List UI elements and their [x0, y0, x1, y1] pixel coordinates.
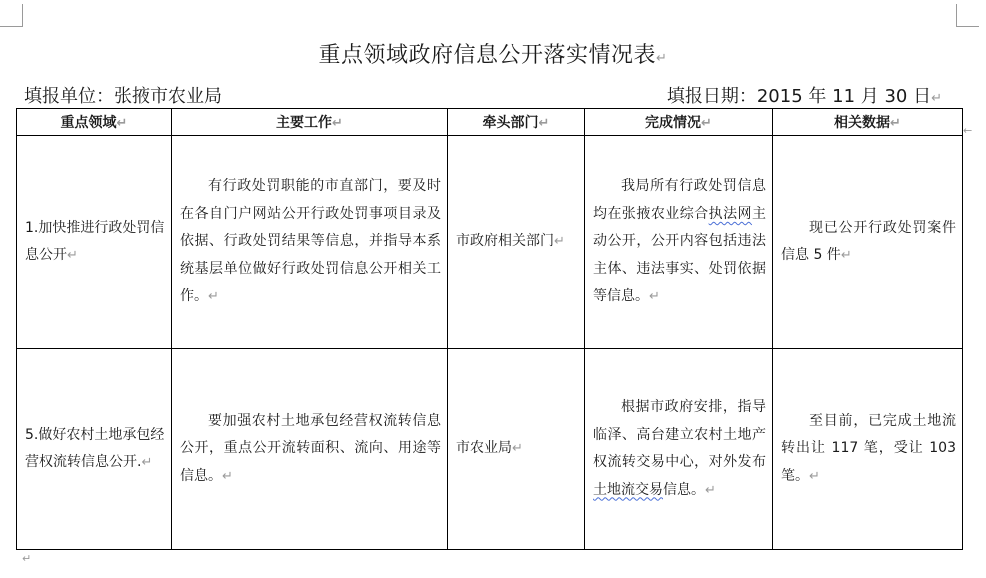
header-lead-dept[interactable]: 牵头部门↵ [448, 109, 585, 136]
paragraph-mark: ↵ [705, 482, 716, 498]
paragraph-mark: ↵ [649, 289, 660, 305]
header-status[interactable]: 完成情况↵ [585, 109, 773, 136]
paragraph-mark: ↵ [701, 116, 712, 131]
paragraph-mark: ↵ [538, 116, 550, 131]
document-title[interactable]: 重点领域政府信息公开落实情况表↵ [318, 43, 668, 68]
cell-status[interactable]: 根据市政府安排，指导临泽、高台建立农村土地产权流转交易中心，对外发布土地流交易信息。↵ [585, 349, 773, 550]
paragraph-mark: ↵ [840, 248, 852, 263]
spellcheck-flag: 执法网 [708, 205, 753, 222]
row-end-mark: ← [963, 124, 973, 137]
paragraph-mark: ↵ [656, 51, 668, 66]
header-main-work[interactable]: 主要工作↵ [172, 109, 448, 136]
spellcheck-flag: 土地流交易 [593, 481, 663, 498]
paragraph-mark: ↵ [116, 116, 128, 131]
header-key-area[interactable]: 重点领域↵ [17, 109, 172, 136]
paragraph-mark: ↵ [809, 468, 820, 484]
crop-mark-top-right [956, 4, 979, 27]
table-row [17, 136, 963, 349]
cell-main-work[interactable]: 要加强农村土地承包经营权流转信息公开，重点公开流转面积、流向、用途等信息。↵ [172, 349, 448, 550]
paragraph-mark: ↵ [332, 116, 343, 131]
cell-status[interactable]: 我局所有行政处罚信息均在张掖农业综合执法网主动公开，公开内容包括违法主体、违法事实、处罚依据等信息。↵ [585, 136, 773, 349]
reporting-unit[interactable]: 填报单位：张掖市农业局 [24, 86, 222, 107]
cell-key-area[interactable]: 1.加快推进行政处罚信息公开↵ [17, 136, 172, 349]
cell-key-area[interactable]: 5.做好农村土地承包经营权流转信息公开.↵ [17, 349, 172, 550]
table-row [17, 349, 963, 550]
cell-main-work[interactable]: 有行政处罚职能的市直部门，要及时在各自门户网站公开行政处罚事项目录及依据、行政处罚结果等信息，并指导本系统基层单位做好行政处罚信息公开相关工作。↵ [172, 136, 448, 349]
paragraph-mark: ↵ [890, 116, 901, 131]
paragraph-mark: ↵ [512, 441, 523, 457]
paragraph-mark: ↵ [208, 289, 219, 305]
table-header-row [17, 109, 963, 136]
header-data[interactable]: 相关数据↵ [773, 109, 963, 136]
paragraph-mark: ↵ [222, 468, 233, 484]
paragraph-mark: ↵ [67, 248, 78, 263]
cell-lead-dept[interactable]: 市农业局↵ [448, 349, 585, 550]
report-table [16, 108, 963, 550]
reporting-date[interactable]: 填报日期：2015 年 11 月 30 日↵ [666, 86, 942, 107]
cell-lead-dept[interactable]: 市政府相关部门↵ [448, 136, 585, 349]
paragraph-mark: ↵ [554, 234, 565, 250]
paragraph-mark: ↵ [141, 455, 153, 470]
crop-mark-top-left [0, 4, 23, 27]
document-end-mark: ↵ [22, 552, 32, 565]
cell-data[interactable]: 至目前，已完成土地流转出让 117 笔，受让 103 笔。↵ [773, 349, 963, 550]
paragraph-mark: ↵ [931, 91, 942, 106]
cell-data[interactable]: 现已公开行政处罚案件信息 5 件↵ [773, 136, 963, 349]
